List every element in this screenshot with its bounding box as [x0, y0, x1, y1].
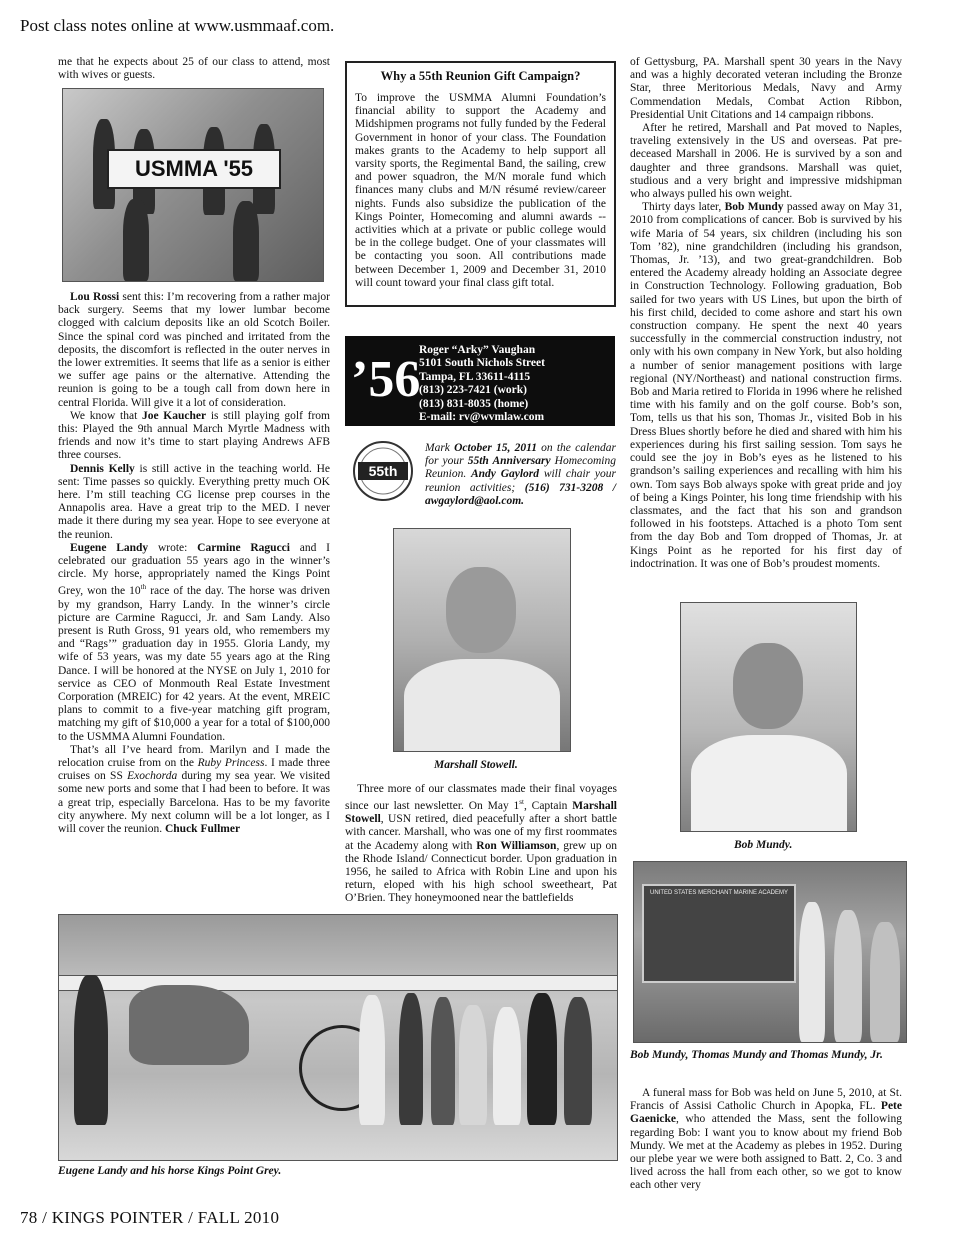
intro-paragraph: me that he expects about 25 of our class to attend, most with wives or guests.	[58, 56, 330, 82]
landy-text-2: race of the day. The horse was driven by my grandson, Harry Landy. In the winner’s circle picture are Carmine Ragucci, Jr. and Sam Landy. Also present is Ruth Gross, 91 years old, who remembers my and “Rags’” graduation day in 1955. Gloria Landy, my wife of 53 years, was my date 55 years ago at the Ring Dance. I will be honored at the NYSE on July 1, 2010 for service as CEO of Monmouth Real Estate Investment Corporation (MREIC) for 42 years. At the event, MREIC plans to commit to a five-year matching gift program, matching my gift of $10,000 a year for a total of $100,000 to the USMMA Alumni Foundation.	[58, 585, 330, 743]
gift-campaign-title: Why a 55th Reunion Gift Campaign?	[380, 69, 581, 83]
column-3-funeral	[630, 1087, 902, 1193]
caption-marshall-stowell: Marshall Stowell.	[434, 759, 518, 771]
landy-text-1: and I celebrated our graduation 55 years ago in the winner’s circle. My horse, appropriately named the Kings Point Grey, won the 10	[58, 541, 330, 598]
name-dennis-kelly: Dennis Kelly	[70, 462, 135, 475]
kelly-text: is still active in the teaching world. He sent: Time passes so quickly. Everything pretty much OK here. I’m still teaching CG license prep courses in the Annapolis area. Have a great trip to the MED. I never made it there during my sea year. Hope to see everyone at the reunion.	[58, 462, 330, 541]
ship-ruby-princess: Ruby Princess	[197, 756, 265, 769]
gift-campaign-body: To improve the USMMA Alumni Foundation’s financial ability to support the Academy and Midshipmen programs not fully funded by the Federal Government in honor of your class. The Foundation makes grants to the Academy to help support all varsity sports, the Regimental Band, the sailing, crew and power squadron, the M/N morale fund which finances many clubs and M/N résumé review/career nights. Funds also subsidize the publication of the Kings Pointer, Homecoming and alumni awards -- activities which at a private or public college would be in the college budget. One of your classmates will be contacting you soon. All contributions made between December 1, 2009 and December 31, 2010 will count toward your final class gift total.	[355, 92, 606, 289]
secretary-home-phone: (813) 831-8035 (home)	[419, 397, 529, 410]
horse	[129, 985, 249, 1065]
col3-p4-pre: A funeral mass for Bob was held on June 5, 2010, at St. Francis of Assisi Catholic Church in Apopka, FL.	[630, 1087, 902, 1113]
col2-text-2: , Captain	[523, 800, 573, 813]
col2-text-3: , USN retired, died peacefully after a short battle with cancer. Marshall, who was one of my first roommates at the Academy along with	[345, 813, 617, 852]
class-year: ’56	[351, 351, 421, 408]
column-1	[58, 56, 330, 82]
gift-campaign-box	[345, 61, 616, 307]
col3-paragraph-1: of Gettysburg, PA. Marshall spent 30 years in the Navy and was a highly decorated veteran including the Bronze Star, three Meritorious Medals, Navy and Army Commendation Medals, Combat Action Ribbon, Presidential Unit Citations and 14 campaign ribbons.	[630, 56, 902, 121]
academy-sign	[642, 884, 796, 983]
secretary-email: E-mail: rv@wvmlaw.com	[419, 411, 545, 424]
column-2-body	[345, 783, 617, 906]
figure	[74, 975, 108, 1125]
reunion-chair: Andy Gaylord	[470, 468, 540, 481]
landy-sup: th	[140, 583, 147, 592]
secretary-work-phone: (813) 223-7421 (work)	[419, 384, 527, 397]
name-marshall-stowell: Marshall Stowell	[345, 800, 617, 826]
portrait-head	[733, 643, 803, 729]
name-eugene-landy: Eugene Landy	[70, 541, 149, 554]
caption-bob-mundy: Bob Mundy.	[734, 839, 793, 851]
landy-wrote: wrote:	[148, 541, 198, 554]
column-1-body	[58, 291, 330, 836]
track-barrier	[59, 975, 617, 991]
col3-paragraph-2: After he retired, Marshall and Pat moved to Naples, traveling extensively in the US and overseas. Pat pre-deceased Marshall in 2006. He is survived by a son and daughter and three grandsons. Marshall was quiet, studious and a very bright and impressive midshipman who always pulled his own weight.	[630, 122, 902, 201]
reunion-mid-1: on the calendar for your	[425, 442, 616, 468]
figure	[233, 201, 259, 281]
name-carmine-ragucci: Carmine Ragucci	[197, 541, 290, 554]
col3-paragraph-3: passed away on May 31, 2010 from complications of cancer. Bob is survived by his wife Maria of 54 years, six children (including his son Tom ’82), nine grandchildren (including his grandson, Thomas, Jr. ’13), and two great-grandchildren. Bob entered the Academy already holding an Associate degree in Construction Technology. Following graduation, Bob sailed for two years with US Lines, but upon the birth of his first child, decided to come ashore and start his own construction company. He spent the next 40 years successfully in the commercial construction industry, not only with his own company in New York, but also holding a number of senior management positions with large regional (NY/Northeast) and national construction firms. Bob and Maria retired to Florida in 1996 where he relished time with his family and on the golf course. Bob’s son, Tom, tells us that his son, Thomas Jr., visited Bob in his Dress Blues shortly before he died and shared with him his experiences during his first sailing session. Tom says he could see the joy in Bob’s eyes as he listened to his grandson’s sailing experiences and recalling with him his own. Tom says Bob always spoke with great pride and joy of being a Kings Pointer, his long time friendship with his classmates, and the fact that his son and grandson followed in his footsteps. Attached is a photo Tom sent from the day Bob and Tom dropped of Thomas, Jr. at Kings Point as he reported for his first day of indoctrination. It was one of Bob’s proudest moments.	[630, 201, 903, 570]
cruise-text-1: That’s all I’ve heard from. Marilyn and I made the relocation cruise from on the	[58, 743, 330, 769]
reunion-notice	[425, 442, 616, 508]
name-ron-williamson: Ron Williamson	[476, 839, 557, 852]
cruise-text-2: . I made three cruises on SS	[58, 756, 331, 783]
col2-text-1: Three more of our classmates made their final voyages since our last newsletter. On May 1	[345, 783, 617, 813]
reunion-pre: Mark	[425, 442, 455, 454]
figure	[459, 1005, 487, 1125]
usmma-banner: USMMA '55	[107, 149, 281, 189]
col3-paragraph-4: , who attended the Mass, sent the following regarding Bob: I want you to know about my friend Bob Mundy. We met at the Academy as plebes in 1952. During our plebe year we were both assigned to Batt. 2, Co. 3 and lived across the hall from each other, so we got to know each other very	[630, 1113, 902, 1192]
figure	[493, 1007, 521, 1125]
figure	[564, 997, 592, 1125]
secretary-street: 5101 South Nichols Street	[419, 357, 545, 370]
55th-anniversary-badge	[352, 440, 414, 502]
portrait-head	[446, 567, 516, 653]
reunion-event: 55th Anniversary	[467, 455, 551, 468]
figure	[834, 910, 862, 1042]
class-secretary-info	[419, 344, 545, 424]
name-bob-mundy: Bob Mundy	[724, 201, 784, 214]
page-header: Post class notes online at www.usmmaaf.com.	[20, 16, 335, 35]
ship-exochorda: Exochorda	[127, 770, 178, 783]
figure	[359, 995, 385, 1125]
kaucher-text: is still playing golf from this: Played the 9th annual March Myrtle Madness with friends and now it’s time to start playing Andrews AFB three courses.	[58, 409, 330, 462]
kaucher-pre: We know that	[70, 409, 142, 422]
reunion-contact: (516) 731-3208 / awgaylord@aol.com.	[425, 481, 616, 507]
caption-eugene-landy: Eugene Landy and his horse Kings Point Grey.	[58, 1165, 282, 1177]
figure	[399, 993, 423, 1125]
figure	[870, 922, 900, 1042]
badge-text: 55th	[368, 463, 398, 479]
class-56-contact-block	[345, 336, 615, 426]
secretary-city: Tampa, FL 33611-4115	[419, 370, 531, 383]
name-pete-gaenicke: Pete Gaenicke	[630, 1100, 902, 1126]
reunion-mid-3: will chair your reunion activities;	[425, 468, 616, 494]
bob-mundy-portrait	[680, 602, 857, 832]
col2-sup: st	[519, 798, 524, 807]
figure	[527, 993, 557, 1125]
col3-p3-pre: Thirty days later,	[642, 201, 725, 214]
marshall-stowell-portrait	[393, 528, 571, 752]
col2-text-4: , grew up on the Rhode Island/ Connecticut border. Upon graduation in 1956, he sailed to Africa with Robin Line and upon his return, eloped with his high school sweetheart, Pat O’Brien. They honeymooned near the battlefields	[345, 839, 617, 905]
academy-sign-text: UNITED STATES MERCHANT MARINE ACADEMY	[649, 890, 788, 896]
landy-winners-circle-photo	[58, 914, 618, 1161]
page-footer: 78 / KINGS POINTER / FALL 2010	[20, 1208, 280, 1227]
caption-mundy-group: Bob Mundy, Thomas Mundy and Thomas Mundy, Jr.	[630, 1049, 883, 1061]
name-lou-rossi: Lou Rossi	[70, 291, 120, 303]
figure	[799, 902, 825, 1042]
rossi-text: sent this: I’m recovering from a rather major back surgery. Seems that my lower lumbar become clogged with calcium deposits like an old Scotch Boiler. Since the spinal cord was pinched and irritated from the deposits, the discomfort is reflected in the outer nerves in the lower extremities. It seems that life as a senior is either we suffer age pains or the alternative. Attending the reunion is going to be a tough call from down here in central Florida. Will give it a lot of consideration.	[58, 291, 330, 409]
figure	[123, 199, 149, 281]
usmma-55-parade-photo	[62, 88, 324, 282]
mundy-family-photo	[633, 861, 907, 1043]
secretary-name: Roger “Arky” Vaughan	[419, 344, 536, 356]
reunion-date: October 15, 2011	[454, 442, 537, 454]
signoff-chuck-fullmer: Chuck Fullmer	[164, 822, 241, 835]
column-3-body	[630, 56, 902, 571]
name-joe-kaucher: Joe Kaucher	[141, 409, 207, 422]
portrait-uniform	[404, 659, 560, 751]
cruise-text-3: during my sea year. We visited some new ports and some that I had been to before. It was a great trip, especially Barcelona. Has to be my favorite city anywhere. My next column will be a lot longer, as I will cover the reunion.	[58, 770, 330, 835]
portrait-uniform	[691, 735, 847, 831]
figure	[431, 997, 455, 1125]
reunion-mid-2: Homecoming Reunion.	[425, 455, 617, 481]
